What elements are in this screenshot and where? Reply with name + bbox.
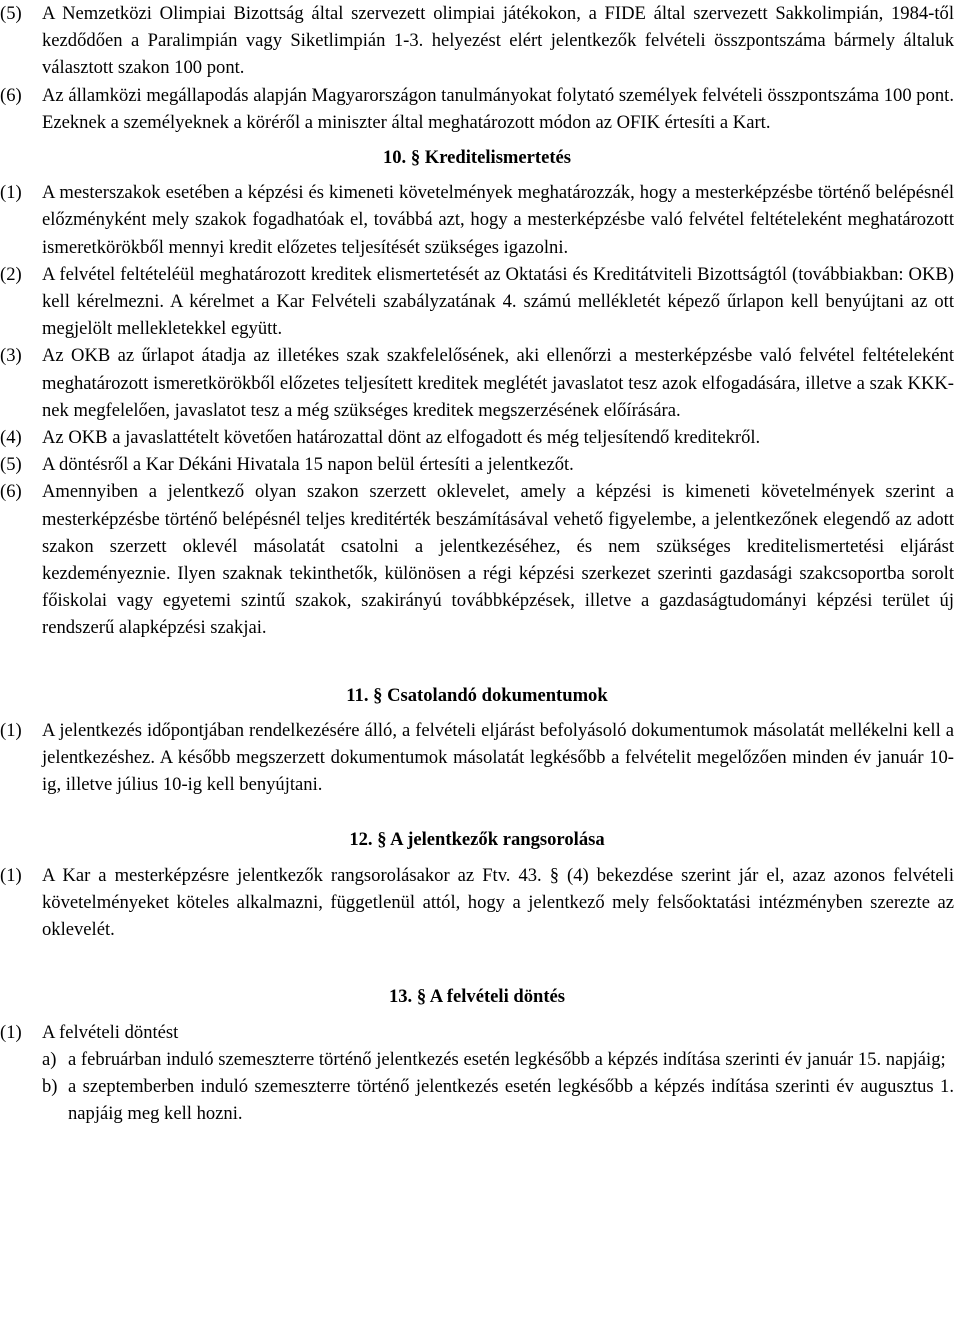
s10-paragraph-2: [0, 261, 954, 343]
paragraph-text: Amennyiben a jelentkező olyan szakon szerzett oklevelet, amely a képzési is kimeneti követelmények szerint a mesterképzésbe történő belépésnél teljes kreditérték beszámításával vehető figyelembe, a jelentkezőnek elegendő az adott szakon szerzett oklevél másolatát csatolni a jelentkezéséhez, és nem szükséges kreditelismertetési eljárást kezdeményeznie. Ilyen szaknak tekinthetők, különösen a régi képzési szerkezet szerinti gazdasági szakcsoportba sorolt főiskolai vagy egyetemi szintű szakok, szakirányú továbbképzések, illetve a gazdaságtudományi képzési terület új rendszerű alapképzési szakjai.: [42, 481, 954, 639]
paragraph-5: [0, 0, 954, 82]
list-item-label: a): [42, 1048, 57, 1070]
section-heading-10: 10. § Kreditelismertetés: [382, 147, 572, 169]
paragraph-number: (1): [0, 719, 22, 741]
paragraph-number: (1): [0, 182, 22, 204]
paragraph-number: (6): [0, 84, 22, 106]
list-item-text: a februárban induló szemeszterre történő jelentkezés esetén legkésőbb a képzés indítása szerinti év január 15. napjáig;: [68, 1048, 946, 1070]
paragraph-number: (5): [0, 454, 22, 476]
paragraph-text: A Kar a mesterképzésre jelentkezők rangsorolásakor az Ftv. 43. § (4) bekezdése szerint jár el, azaz azonos felvételi követelményeket köteles alkalmazni, függetlenül attól, hogy a jelentkező mely felsőoktatási intézményben szerezte az oklevelét.: [42, 864, 954, 941]
paragraph-number: (3): [0, 345, 22, 367]
s10-paragraph-5: [0, 451, 954, 478]
s12-paragraph-1: [0, 862, 954, 944]
s11-paragraph-1: [0, 717, 954, 799]
s13-item-a: [42, 1046, 954, 1073]
paragraph-6: [0, 82, 954, 136]
section-heading-12: 12. § A jelentkezők rangsorolása: [349, 829, 605, 851]
s10-paragraph-4: [0, 424, 954, 451]
paragraph-number: (5): [0, 3, 22, 24]
paragraph-text: A mesterszakok esetében a képzési és kimeneti követelmények meghatározzák, hogy a mesterképzésbe történő belépésnél előzményként mely szakok fogadhatóak el, továbbá azt, hogy a mesterképzésbe való felvétel feltételeként meghatározott ismeretkörökből mennyi kredit előzetes teljesítését szükséges igazolni.: [42, 182, 954, 258]
s13-paragraph-1: [0, 1019, 954, 1046]
paragraph-number: (2): [0, 263, 22, 285]
paragraph-number: (1): [0, 864, 22, 886]
paragraph-number: (6): [0, 481, 22, 503]
s10-paragraph-1: [0, 179, 954, 261]
paragraph-text: Az OKB a javaslattételt követően határozattal dönt az elfogadott és még teljesítendő kreditekről.: [42, 427, 761, 449]
s10-paragraph-3: [0, 342, 954, 424]
paragraph-text: Az államközi megállapodás alapján Magyarországon tanulmányokat folytató személyek felvételi összpontszáma 100 pont. Ezeknek a személyeknek a köréről a miniszter által meghatározott módon az OFIK értesíti a Kart.: [42, 84, 954, 133]
paragraph-text: Az OKB az űrlapot átadja az illetékes szak szakfelelősének, aki ellenőrzi a mesterképzésbe való felvétel feltételeként meghatározott ismeretkörökből előzetes teljesített kreditek meglétét javaslatot tesz azok elfogadására, illetve a szak KKK-nek megfelelően, javaslatot tesz a még szükséges kreditek megszerzésének előírására.: [42, 345, 954, 421]
paragraph-text: A Nemzetközi Olimpiai Bizottság által szervezett olimpiai játékokon, a FIDE által szervezett Sakkolimpián, 1984-től kezdődően a Paralimpián vagy Siketlimpián 1-3. helyezést elért jelentkezők felvételi összpontszáma bármely általuk választott szakon 100 pont.: [42, 3, 954, 79]
paragraph-number: (1): [0, 1021, 22, 1043]
s13-item-b: [42, 1073, 954, 1127]
paragraph-text: A döntésről a Kar Dékáni Hivatala 15 napon belül értesíti a jelentkezőt.: [42, 454, 574, 476]
list-item-label: b): [42, 1075, 58, 1097]
section-heading-11: 11. § Csatolandó dokumentumok: [346, 684, 608, 706]
list-item-text: a szeptemberben induló szemeszterre történő jelentkezés esetén legkésőbb a képzés indítása szerinti év augusztus 1. napjáig meg kell hozni.: [68, 1075, 954, 1125]
s10-paragraph-6: [0, 478, 954, 641]
paragraph-text: A jelentkezés időpontjában rendelkezésére álló, a felvételi eljárást befolyásoló dokumentumok másolatát mellékelni kell a jelentkezéshez. A később megszerzett dokumentumok másolatát legkésőbb a felvételit megelőzően minden év január 10-ig, illetve július 10-ig kell benyújtani.: [42, 719, 954, 796]
paragraph-text: A felvétel feltételéül meghatározott kreditek elismertetését az Oktatási és Kreditátviteli Bizottságtól (továbbiakban: OKB) kell kérelmezni. A kérelmet a Kar Felvételi szabályzatának 4. számú mellékletét képező űrlapon kell benyújtani az ott megjelölt mellekletekkel együtt.: [42, 263, 954, 340]
section-heading-13: 13. § A felvételi döntés: [388, 986, 566, 1008]
paragraph-text: A felvételi döntést: [42, 1021, 179, 1043]
paragraph-number: (4): [0, 427, 22, 449]
